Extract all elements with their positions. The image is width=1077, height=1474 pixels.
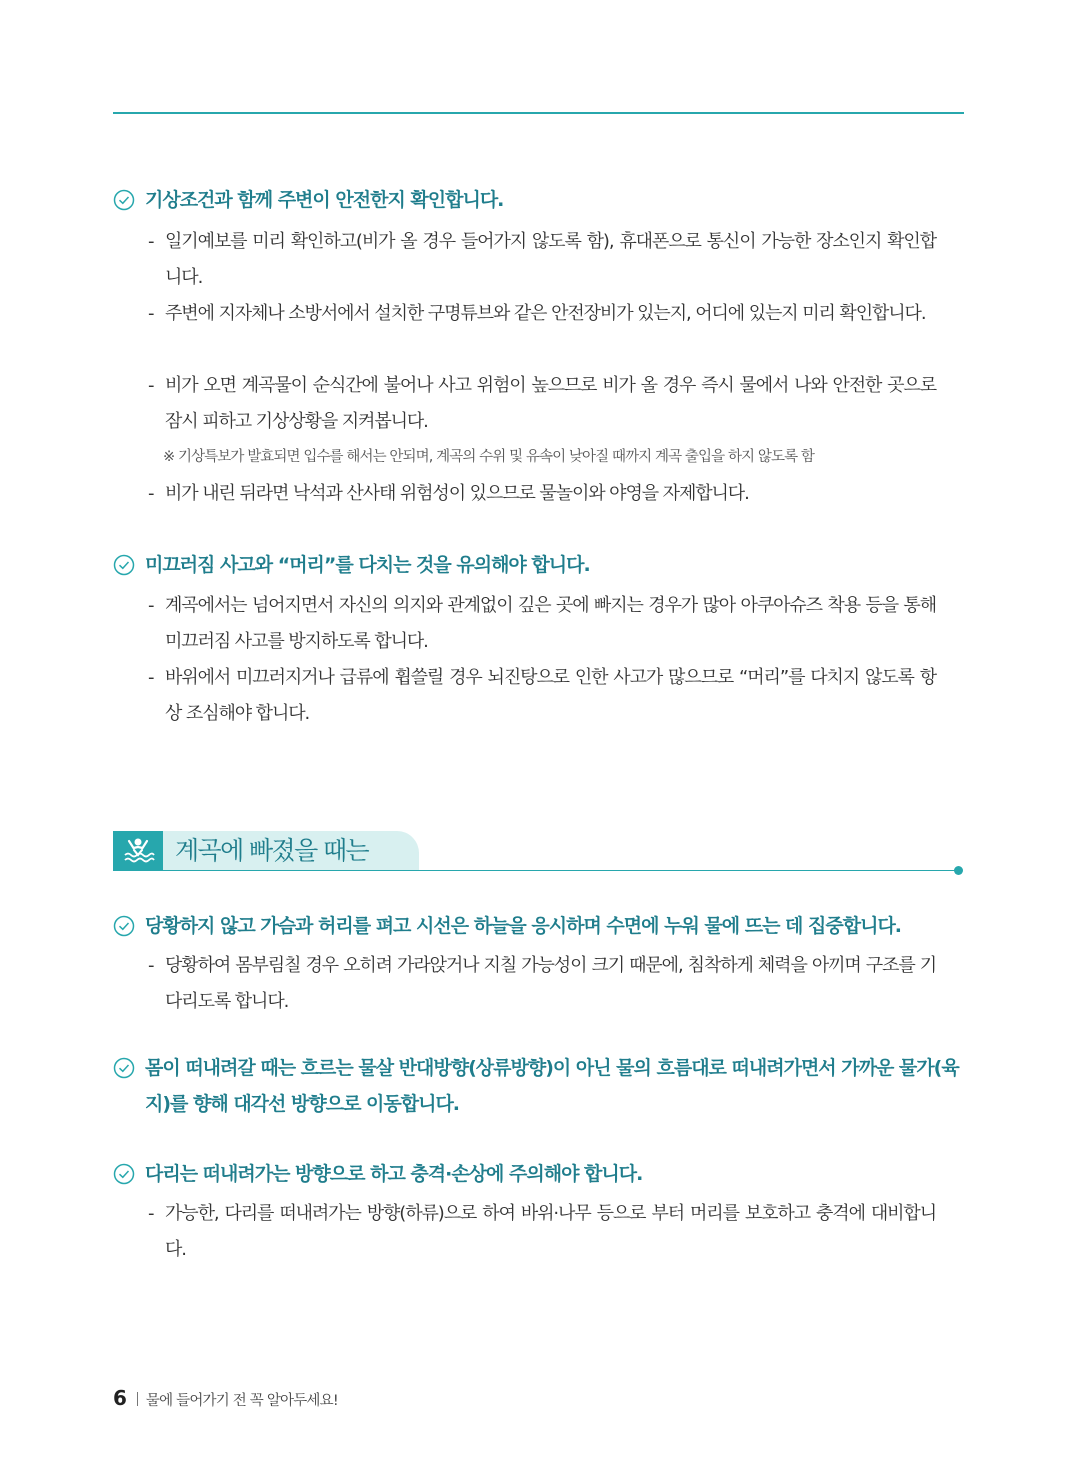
page-footer	[113, 1383, 338, 1416]
bullet-dash: -	[148, 595, 154, 616]
banner-icon-box	[113, 831, 163, 870]
list-item: - 비가 오면 계곡물이 순식간에 불어나 사고 위험이 높으므로 비가 올 경우 즉시 물에서 나와 안전한 곳으로 잠시 피하고 기상상황을 지켜봅니다.	[148, 368, 936, 440]
bullet-dash: -	[148, 375, 154, 396]
check-circle-icon	[113, 915, 135, 937]
list-item: - 일기예보를 미리 확인하고(비가 올 경우 들어가지 않도록 함), 휴대폰으로 통신이 가능한 장소인지 확인합니다.	[148, 224, 936, 296]
bullet-dash: -	[148, 303, 154, 324]
section-heading: 당황하지 않고 가슴과 허리를 펴고 시선은 하늘을 응시하며 수면에 누워 물에 뜨는 데 집중합니다.	[113, 908, 964, 944]
banner-title: 계곡에 빠졌을 때는	[175, 836, 369, 865]
bullet-dash: -	[148, 667, 154, 688]
check-circle-icon	[113, 189, 135, 211]
drowning-person-icon	[121, 835, 155, 866]
banner-underline	[113, 870, 958, 871]
bullet-dash: -	[148, 231, 154, 252]
note-text: ※ 기상특보가 발효되면 입수를 해서는 안되며, 계곡의 수위 및 유속이 낮아질 때까지 계곡 출입을 하지 않도록 함	[163, 449, 815, 465]
section-banner	[113, 831, 964, 873]
check-circle-icon	[113, 1057, 135, 1079]
list-item: - 비가 내린 뒤라면 낙석과 산사태 위험성이 있으므로 물놀이와 야영을 자제합니다.	[148, 476, 936, 512]
banner-dot	[954, 866, 963, 875]
list-item: - 가능한, 다리를 떠내려가는 방향(하류)으로 하여 바위·나무 등으로 부터 머리를 보호하고 충격에 대비합니다.	[148, 1196, 936, 1268]
check-circle-icon	[113, 554, 135, 576]
section-heading: 몸이 떠내려갈 때는 흐르는 물살 반대방향(상류방향)이 아닌 물의 흐름대로 떠내려가면서 가까운 물가(육지)를 향해 대각선 방향으로 이동합니다.	[113, 1050, 964, 1122]
check-circle-icon	[113, 1163, 135, 1185]
section-heading: 다리는 떠내려가는 방향으로 하고 충격·손상에 주의해야 합니다.	[113, 1156, 964, 1192]
list-item: - 계곡에서는 넘어지면서 자신의 의지와 관계없이 깊은 곳에 빠지는 경우가 많아 아쿠아슈즈 착용 등을 통해 미끄러짐 사고를 방지하도록 합니다.	[148, 588, 936, 660]
list-item: - 주변에 지자체나 소방서에서 설치한 구명튜브와 같은 안전장비가 있는지, 어디에 있는지 미리 확인합니다.	[148, 296, 936, 332]
bullet-dash: -	[148, 483, 154, 504]
section-heading: 기상조건과 함께 주변이 안전한지 확인합니다.	[113, 182, 964, 218]
section-heading: 미끄러짐 사고와 “머리”를 다치는 것을 유의해야 합니다.	[113, 547, 964, 583]
list-item: - 바위에서 미끄러지거나 급류에 휩쓸릴 경우 뇌진탕으로 인한 사고가 많으므로 “머리”를 다치지 않도록 항상 조심해야 합니다.	[148, 660, 936, 732]
footer-divider	[137, 1392, 138, 1406]
list-item: - 당황하여 몸부림칠 경우 오히려 가라앉거나 지칠 가능성이 크기 때문에, 침착하게 체력을 아끼며 구조를 기다리도록 합니다.	[148, 948, 936, 1020]
bullet-dash: -	[148, 955, 154, 976]
footer-title: 물에 들어가기 전 꼭 알아두세요!	[145, 1393, 338, 1409]
top-divider	[113, 112, 964, 114]
page-number: 6	[113, 1386, 127, 1410]
bullet-dash: -	[148, 1203, 154, 1224]
